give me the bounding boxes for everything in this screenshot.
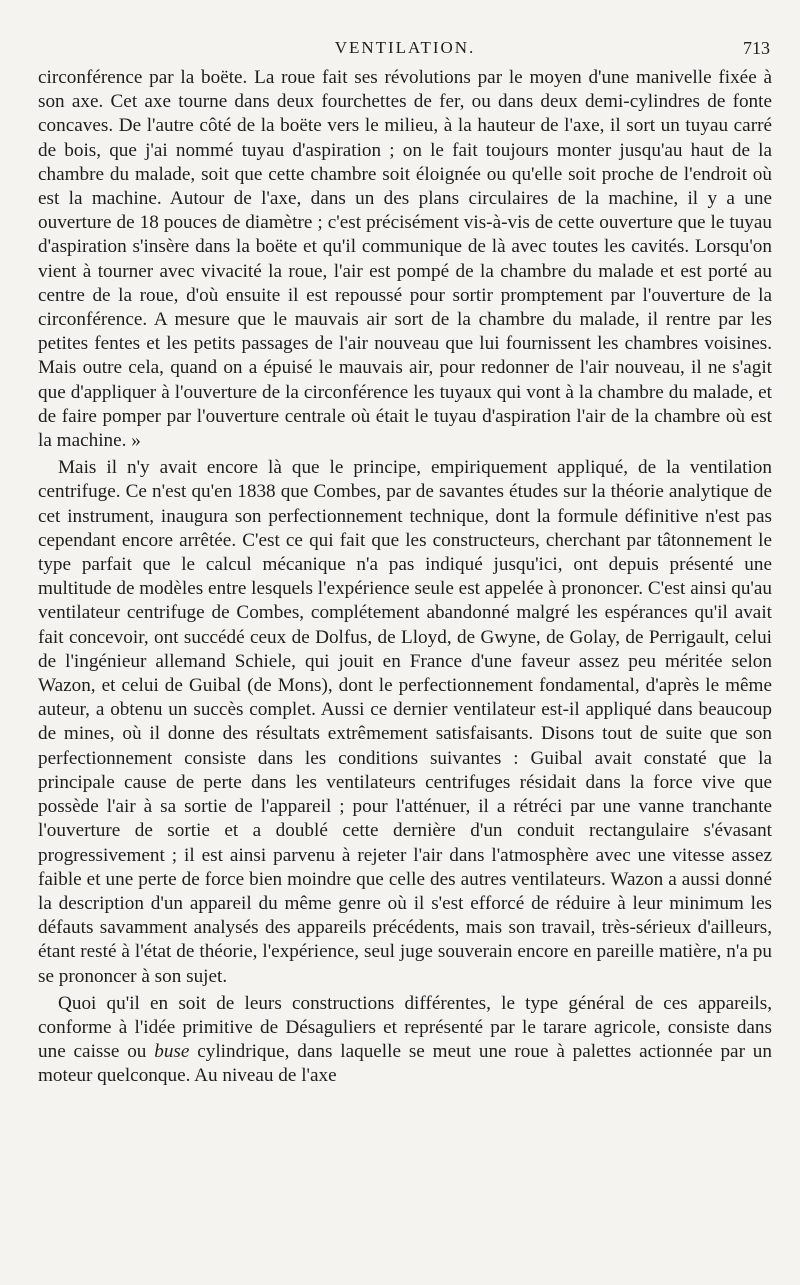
running-title: VENTILATION. xyxy=(334,38,476,57)
paragraph-quotation-continued: circonférence par la boëte. La roue fait ses révolutions par le moyen d'une manivelle fixée à son axe. Cet axe tourne dans deux fourchettes de fer, ou dans deux demi-cylindres de fonte concaves. De l'autre côté de la boëte vers le milieu, à la hauteur de l'axe, il sort un tuyau carré de bois, que j'ai nommé tuyau d'aspiration ; on le fait toujours monter jusqu'au haut de la chambre du malade, soit que cette chambre soit éloignée ou qu'elle soit proche de l'endroit où est la machine. Autour de l'axe, dans un des plans circulaires de la machine, il y a une ouverture de 18 pouces de diamètre ; c'est précisément vis-à-vis de cette ouverture que le tuyau d'aspiration s'insère dans la boëte et qu'il communique de là avec toutes les cavités. Lorsqu'on vient à tourner avec vivacité la roue, l'air est pompé de la chambre du malade et est porté au centre de la roue, d'où ensuite il est repoussé pour sortir promptement par l'ouverture de la circonférence. A mesure que le mauvais air sort de la chambre du malade, il rentre par les petites fentes et les petits passages de l'air nouveau que lui fournissent les chambres voisines. Mais outre cela, quand on a épuisé le mauvais air, pour redonner de l'air nouveau, il ne s'agit que d'appliquer à l'ouverture de la circonférence les tuyaux qui vont à la chambre du malade, et de faire pomper par l'ouverture centrale où était le tuyau d'aspiration l'air de la chambre où est la machine. » xyxy=(38,67,772,452)
running-head xyxy=(38,36,772,66)
page-number: 713 xyxy=(743,38,770,58)
paragraph-text-end: cylindrique, dans laquelle se meut une roue à palettes actionnée par un moteur quelconque. Au niveau de l'axe xyxy=(38,1041,772,1087)
body-text xyxy=(38,66,772,1089)
paragraph-text-start: Quoi qu'il en soit de leurs constructions différentes, le type général de ces appareils, conforme à l'idée primitive de Désaguliers et représenté par le tarare agricole, consiste dans une caisse ou xyxy=(38,992,772,1063)
paragraph-centrifugal-ventilation: Mais il n'y avait encore là que le principe, empiriquement appliqué, de la ventilation centrifuge. Ce n'est qu'en 1838 que Combes, par de savantes études sur la théorie analytique de cet instrument, inaugura son perfectionnement technique, dont la formule définitive n'est pas cependant encore arrêtée. C'est ce qui fait que les constructeurs, cherchant par tâtonnement le type parfait que le calcul mécanique n'a pas indiqué jusqu'ici, ont depuis présenté une multitude de modèles entre lesquels l'expérience seule est appelée à prononcer. C'est ainsi qu'au ventilateur centrifuge de Combes, complétement abandonné malgré les espérances qu'il avait fait concevoir, ont succédé ceux de Dolfus, de Lloyd, de Gwyne, de Golay, de Perrigault, celui de l'ingénieur allemand Schiele, qui jouit en France d'une faveur assez peu méritée selon Wazon, et celui de Guibal (de Mons), dont le perfectionnement fondamental, d'après le même auteur, a obtenu un succès complet. Aussi ce dernier ventilateur est-il appliqué dans beaucoup de mines, où il donne des résultats extrêmement satisfaisants. Disons tout de suite que son perfectionnement consiste dans les conditions suivantes : Guibal avait constaté que la principale cause de perte dans les ventilateurs centrifuges résidait dans la force vive que possède l'air à sa sortie de l'appareil ; pour l'atténuer, il a rétréci par une vanne tranchante l'ouverture de sortie et a doublé cette dernière d'un conduit rectangulaire s'évasant progressivement ; il est ainsi parvenu à rejeter l'air dans l'atmosphère avec une vitesse assez faible et une perte de force bien moindre que celle des autres ventilateurs. Wazon a aussi donné la description d'un appareil du même genre où il s'est efforcé de réduire à leur minimum les défauts savamment analysés des appareils précédents, mais son travail, très-sérieux d'ailleurs, étant resté à l'état de théorie, l'expérience, seul juge souverain encore en pareille matière, n'a pu se prononcer à son sujet. xyxy=(38,457,772,987)
paragraph-general-type xyxy=(38,992,772,1089)
italic-term-buse: buse xyxy=(154,1041,190,1063)
